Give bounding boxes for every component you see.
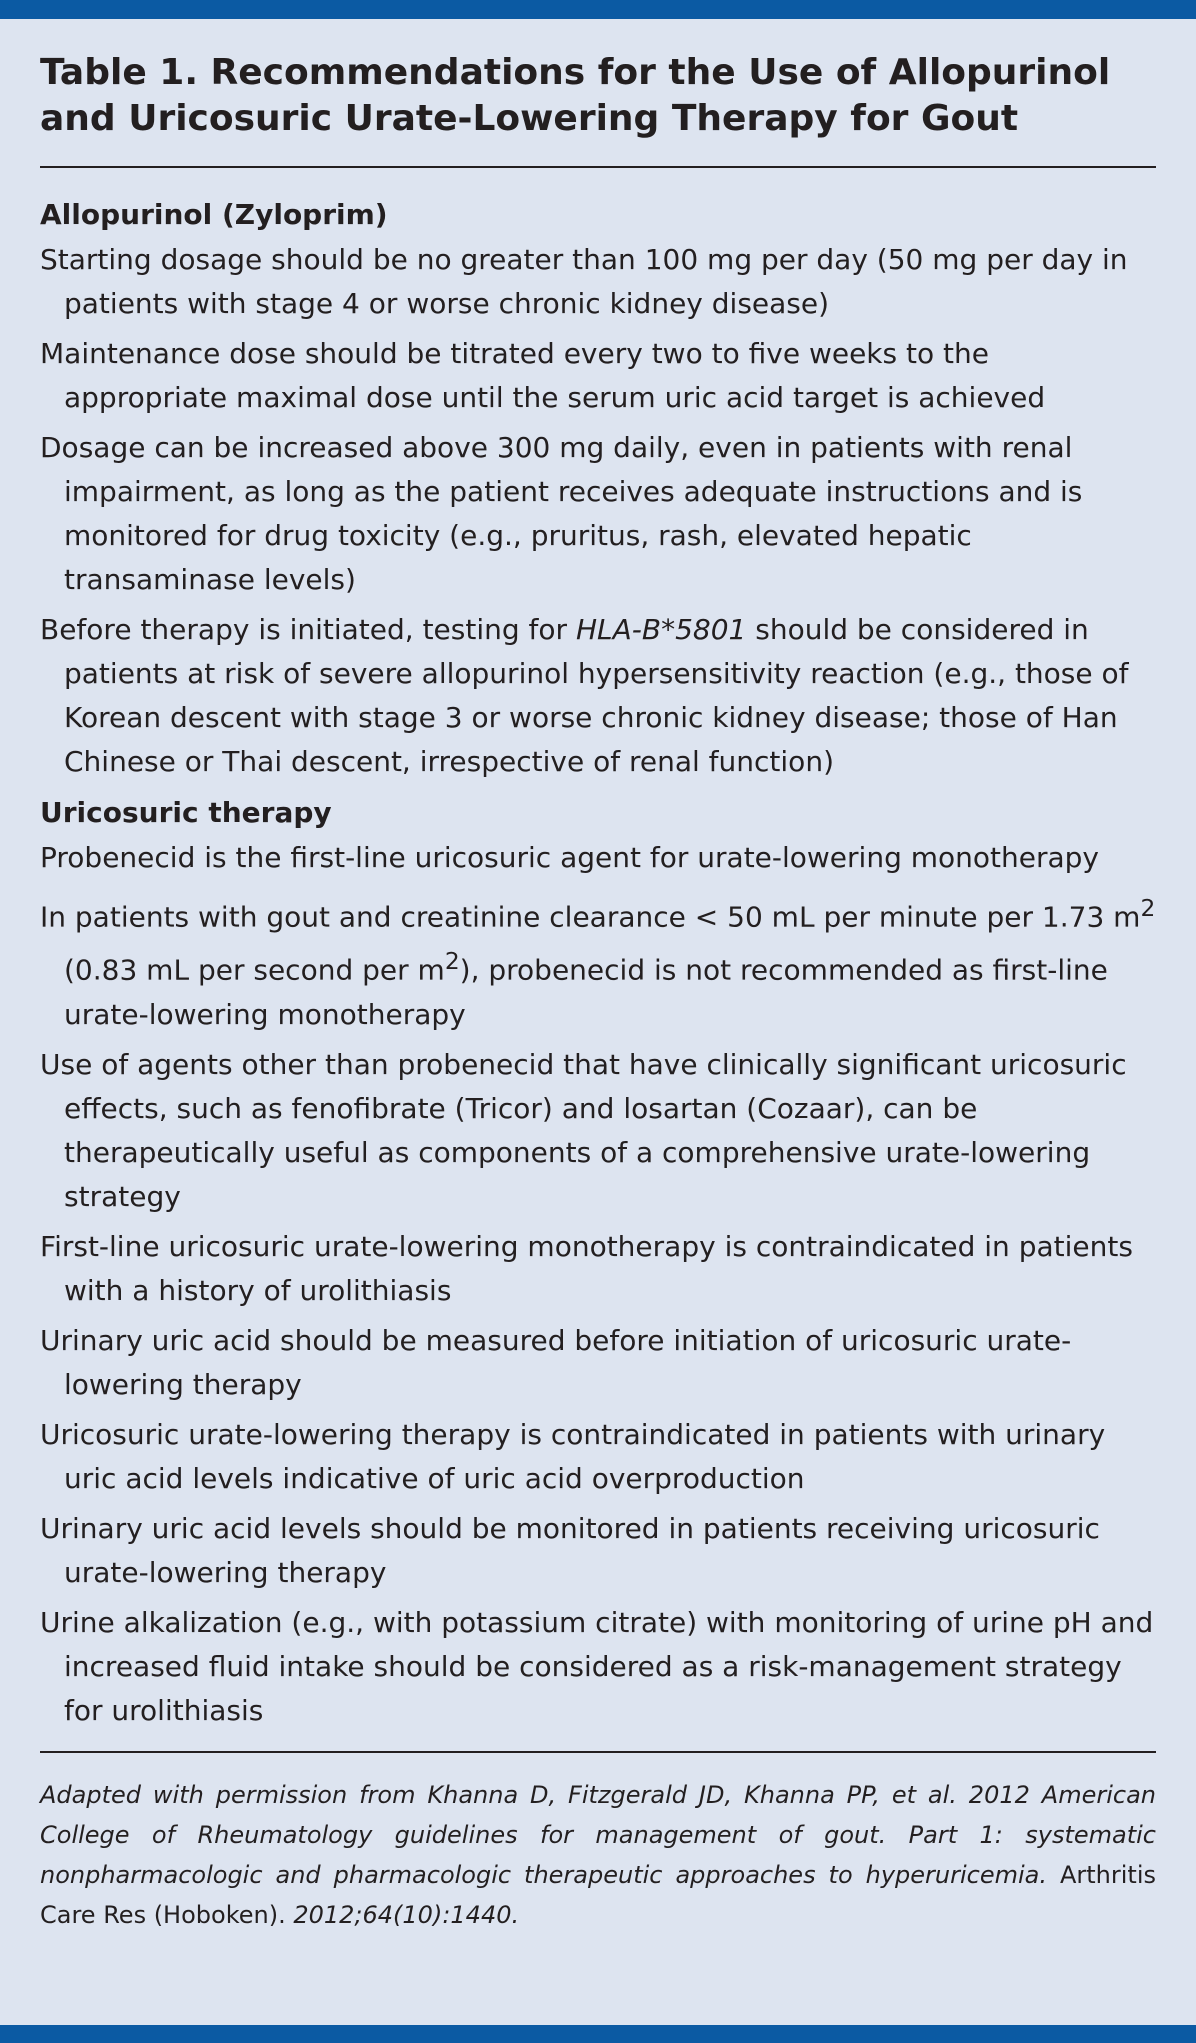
- item-text: ), probenecid is not recommended as first-line urate-lowering monotherapy: [64, 953, 1108, 1031]
- section-heading: Allopurinol (Zyloprim): [40, 198, 388, 231]
- footer-divider: [40, 1751, 1156, 1753]
- recommendation-item: Probenecid is the first-line uricosuric agent for urate-lowering monotherapy: [40, 841, 1099, 874]
- recommendation-item: Urine alkalization (e.g., with potassium citrate) with monitoring of urine pH and increased fluid intake should be considered as a risk-management strategy for urolithiasis: [40, 1605, 1154, 1727]
- source-note: [40, 1775, 1156, 1935]
- superscript: 2: [1140, 894, 1156, 922]
- item-text: (0.83 mL per second per m: [64, 953, 445, 987]
- section-heading: Uricosuric therapy: [40, 796, 332, 829]
- recommendation-item: Dosage can be increased above 300 mg daily, even in patients with renal impairment, as long as the patient receives adequate instructions and is monitored for drug toxicity (e.g., pruritus, rash, elevated hepatic transaminase levels): [40, 431, 1083, 596]
- item-text: should be considered in patients at risk of severe allopurinol hypersensitivity reaction (e.g., those of Korean descent with stage 3 or worse chronic kidney disease; those of Han Chinese or Thai descent, irrespective of renal function): [64, 613, 1129, 778]
- table-title: Table 1. Recommendations for the Use of Allopurinol and Uricosuric Urate-Lowering Therapy for Gout: [40, 52, 1111, 139]
- title-divider: [40, 166, 1156, 168]
- recommendation-item: Use of agents other than probenecid that have clinically significant uricosuric effects, such as fenofibrate (Tricor) and losartan (Cozaar), can be therapeutically useful as components of a comprehensive urate-lowering strategy: [40, 1047, 1127, 1213]
- section-uricosuric: [40, 794, 1156, 1733]
- recommendation-item: [40, 886, 1156, 1037]
- recommendation-item: Uricosuric urate-lowering therapy is contraindicated in patients with urinary uric acid levels indicative of uric acid overproduction: [40, 1417, 1106, 1495]
- citation-details: 2012;64(10):1440.: [285, 1900, 520, 1929]
- journal-name: Arthritis Care Res (Hoboken).: [40, 1860, 1156, 1929]
- recommendation-item: Maintenance dose should be titrated every two to five weeks to the appropriate maximal dose until the serum uric acid target is achieved: [40, 337, 1046, 414]
- item-text: In patients with gout and creatinine clearance < 50 mL per minute per 1.73 m: [40, 900, 1141, 934]
- superscript: 2: [444, 947, 460, 976]
- bottom-accent-bar: [0, 2025, 1196, 2043]
- recommendation-item: Urinary uric acid levels should be monitored in patients receiving uricosuric urate-lowering therapy: [40, 1511, 1100, 1589]
- gene-name: HLA-B*5801: [575, 613, 747, 646]
- recommendation-item: Starting dosage should be no greater than 100 mg per day (50 mg per day in patients with stage 4 or worse chronic kidney disease): [40, 243, 1128, 320]
- section-allopurinol: [40, 196, 1156, 784]
- recommendation-item: Urinary uric acid should be measured before initiation of uricosuric urate-lowering therapy: [40, 1323, 1072, 1401]
- recommendation-item: First-line uricosuric urate-lowering monotherapy is contraindicated in patients with a history of urolithiasis: [40, 1229, 1133, 1307]
- recommendation-item: [40, 608, 1156, 784]
- top-accent-bar: [0, 0, 1196, 19]
- table-box: [40, 50, 1156, 1959]
- item-text: Before therapy is initiated, testing for: [40, 613, 576, 646]
- source-text: Adapted with permission from Khanna D, Fitzgerald JD, Khanna PP, et al. 2012 American College of Rheumatology guidelines for management of gout. Part 1: systematic nonpharmacologic and pharmacologic therapeutic approaches to hyperuricemia.: [40, 1780, 1156, 1889]
